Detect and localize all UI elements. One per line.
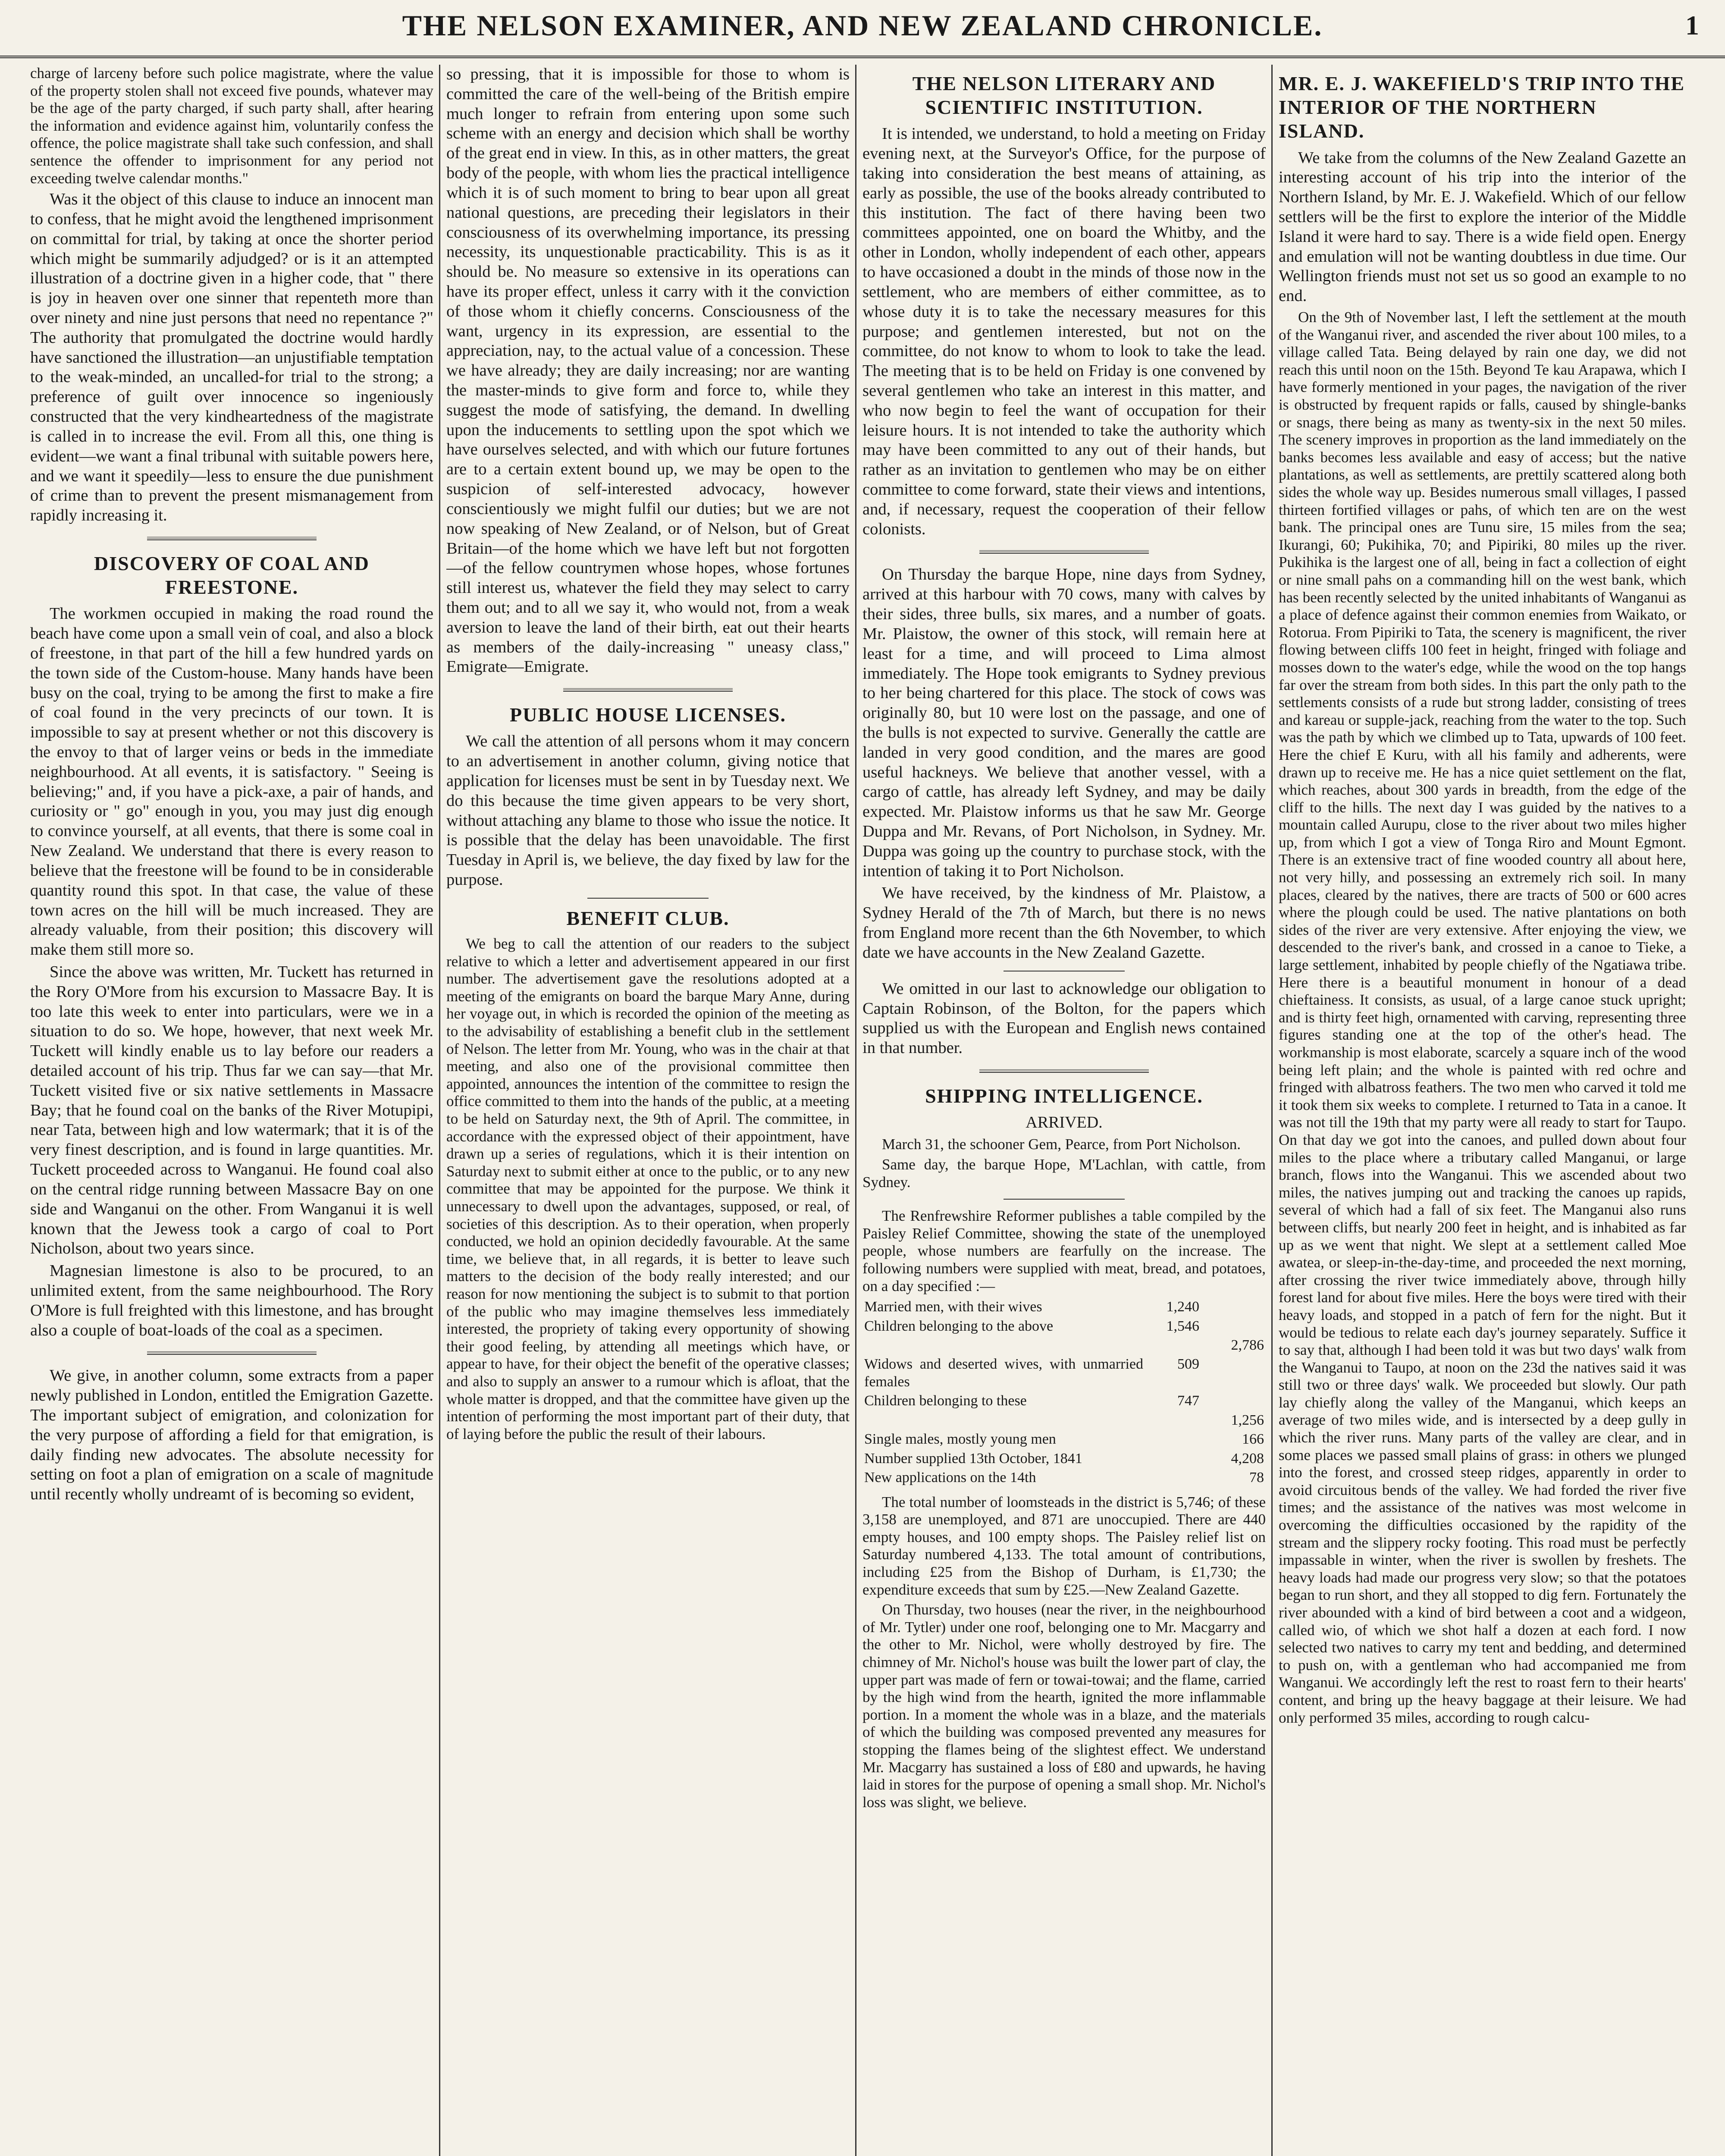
table-cell: 509: [1177, 1356, 1199, 1373]
table-row: [862, 1355, 1266, 1391]
article-heading: SHIPPING INTELLIGENCE.: [925, 1084, 1203, 1107]
section-divider: [1004, 1199, 1125, 1200]
article-paragraph: Magnesian limestone is also to be procured, to an unlimited extent, from the same neighbourhood. The Rory O'More is full freighted with this limestone, and has brought also a couple of boat-loads of the coal as a specimen.: [30, 1262, 433, 1339]
article-paragraph: The total number of loomsteads in the district is 5,746; of these 3,158 are unemployed, and 871 are unoccupied. There are 440 empty houses, and 100 empty shops. The Paisley relief list on Saturday numbered 4,133. The total amount of contributions, including £25 from the Bishop of Durham, is £1,730; the expenditure exceeds that sum by £25.—New Zealand Gazette.: [862, 1493, 1266, 1598]
table-cell: 1,256: [1231, 1412, 1264, 1428]
article-paragraph: On the 9th of November last, I left the settlement at the mouth of the Wanganui river, and ascended the river about 100 miles, to a village called Tata. Being delayed by rain one day, we did not reach this until noon on the 15th. Beyond Te kau Arapawa, which I have formerly mentioned in your pages, the navigation of the river is obstructed by frequent rapids or falls, caused by shingle-banks or snags, there being as many as twenty-six in the next 50 miles. The scenery improves in proportion as the land immediately on the banks becomes less available and easy of access; but the native plantations, as well as settlements, are prettily scattered along both sides the whole way up. Besides numerous small villages, I passed thirteen fortified villages or pahs, of which ten are on the west bank. The principal ones are Tunu sire, 15 miles from the sea; Ikurangi, 60; Pukihika, 70; and Pipiriki, 80 miles up the river. Pukihika is the largest one of all, being in fact a collection of eight or nine small pahs on a commanding hill on the west bank, which has been recently selected by the united inhabitants of Wanganui as a place of defence against their common enemies from Waikato, or Rotorua. From Pipiriki to Tata, the scenery is magnificent, the river flowing between cliffs 100 feet in height, fringed with foliage and mosses down to the water's edge, while the wood on the top hangs far over the stream from both sides. In this part the only path to the settlements consists of a rude but strong ladder, consisting of trees and kareau or supple-jack, reaching from the water to the top. Such was the path by which we climbed up to Tata, upwards of 100 feet. Here the chief E Kuru, with all his family and adherents, were drawn up to receive me. He has a nice quiet settlement on the flat, which reaches, about 300 yards in breadth, from the edge of the cliff to the hills. The next day I was guided by the natives to a mountain called Aurupu, close to the river about two miles higher up, from which I got a view of Tonga Riro and Mount Egmont. There is an extensive tract of fine wooded country all about here, not very hilly, and possessing an extremely rich soil. In many places, cleared by the natives, there are tracts of 500 or 600 acres where the plough could be used. The native plantations on both sides of the river are very extensive. After enjoying the view, we descended to the river's bank, and crossed in a canoe to Tieke, a large settlement, inhabited by people chiefly of the Ngatiawa tribe. Here there is a beautiful monument in honour of a dead chieftainess. It consists, as usual, of a large canoe stuck upright; and is thirty feet high, ornamented with carving, representing three figures standing one at the top of the other's head. The workmanship is most elaborate, scarcely a square inch of the wood being left plain; and the whole is painted with red ochre and fringed with albatross feathers. The two men who carved it told me it took them six weeks to complete. I returned to Tata in a canoe. It was not till the 19th that my party were all ready to start for Taupo. On that day we got into the canoes, and pulled down about four miles to the place where a tributary called Manganui, or large branch, flows into the Wanganui. This we ascended about two miles, the natives jumping out and tracking the canoes up rapids, several of which had a fall of six feet. The Manganui also runs between cliffs, but nearly 200 feet in height, and is inhabited as far up as we went that night. We slept at a settlement called Moe awatea, or sleep-in-the-day-time, and proceeded the next morning, after crossing the river twice immediately above, through hilly forest land for about five miles. Here the boys were tired with their heavy loads, and stopped in a patch of fern for the night. But it would be tedious to relate each day's journey separately. Suffice it to say that, although I had been told it was but two days' walk from the Wanganui to Taupo, at noon on the 23d the natives said it was still two or three days' walk. We proceeded but slowly. Our path lay chiefly along the valley of the Manganui, which keeps an average of two miles wide, and is intersected by a deep gully in which the river runs. Many parts of the valley are clear, and in some places we passed small plains of grass: in others we plunged into the forest, and crossed steep ridges, apparently in order to avoid circuitous bends of the valley. We had forded the river five times; and the assistance of the natives was most welcome in overcoming the difficulties occasioned by the rapidity of the stream and the slippery rocky footing. This road must be perfectly impassable in winter, when the river is swollen by freshets. The heavy loads had made our progress very slow; so that the potatoes began to run short, and they all stopped to dig fern. Fortunately the river abounded with a kind of bird between a coot and a widgeon, called wio, of which we shot half a dozen at each ford. I now selected two natives to carry my tent and bedding, and determined to push on, with a gentleman who had accompanied me from Wanganui. We accordingly left the rest to roast fern to their hearts' content, and bring up the heavy baggage at their leisure. We had only performed 35 miles, according to rough calcu-: [1279, 309, 1686, 1726]
table-cell: 1,546: [1166, 1318, 1199, 1334]
article-paragraph: We take from the columns of the New Zealand Gazette an interesting account of his trip into the interior of the Northern Island, by Mr. E. J. Wakefield. Which of our fellow settlers will be the first to explore the interior of the Middle Island it were hard to say. There is a wide field open. Energy and emulation will not be wanting doubtless in due time. Our Wellington friends must not set us so good an example to no end.: [1279, 148, 1686, 305]
table-cell: [1201, 1355, 1266, 1391]
article-paragraph: We call the attention of all persons whom it may concern to an advertisement in another column, giving notice that application for licenses must be sent in by Tuesday next. We do this because the time given appears to be very short, without attaching any blame to those who issue the notice. It is possible that the delay has been unavoidable. The first Tuesday in April is, we believe, the day fixed by law for the purpose.: [446, 732, 850, 889]
table-cell: 2,786: [1231, 1337, 1264, 1353]
article-paragraph: On Thursday the barque Hope, nine days from Sydney, arrived at this harbour with 70 cows, many with calves by their sides, three bulls, six mares, and a number of goats. Mr. Plaistow, the owner of this stock, will remain here at least for a time, and will proceed to Lima almost immediately. The Hope took emigrants to Sydney previous to her being chartered for this place. The stock of cows was originally 80, but 10 were lost on the passage, and one of the bulls is not expected to survive. Generally the cattle are landed in very good condition, and the mares are good useful hackneys. We believe that another vessel, with a cargo of cattle, has already left Sydney, and may be daily expected. Mr. Plaistow informs us that he saw Mr. George Duppa and Mr. Revans, of Port Nicholson, in Sydney. Mr. Duppa was going up the country to purchase stock, with the intention of taking it to Port Nicholson.: [862, 565, 1266, 880]
table-cell: [1145, 1430, 1201, 1449]
table-row: [862, 1430, 1266, 1449]
article-heading: BENEFIT CLUB.: [566, 907, 730, 929]
article-paragraph: The Renfrewshire Reformer publishes a table compiled by the Paisley Relief Committee, showing the state of the unemployed people, whose numbers are fearfully on the increase. The following numbers were supplied with meat, bread, and potatoes, on a day specified :—: [862, 1207, 1266, 1294]
table-row: [862, 1391, 1266, 1410]
section-divider: [563, 688, 733, 692]
column-rule: [855, 65, 856, 2156]
table-cell: [1145, 1449, 1201, 1468]
article-paragraph: so pressing, that it is impossible for those to whom is committed the care of the well-being of the British empire much longer to refrain from entering upon some such scheme with an energy and decision which shall be worthy of the great end in view. In this, as in other matters, the great body of the people, with whom lies the practical intelligence which it is of such moment to bring to bear upon all great national questions, are preceding their legislators in their consciousness of its overwhelming importance, its pressing necessity, its unquestionable practicability. This is as it should be. No measure so extensive in its operations can have its proper effect, unless it carry with it the conviction of those whom it chiefly concerns. Consciousness of the want, urgency in its expression, are essential to the appreciation, nay, to the actual value of a concession. These we have already; they are daily increasing; nor are wanting the master-minds to give form and force to, while they suggest the mode of satisfying, the demand. In dwelling upon the inducements to settling upon the spot which we have ourselves selected, and with which our future fortunes are to a certain extent bound up, we may be open to the suspicion of self-interested advocacy, however conscientiously we might fulfil our duties; but we are not now speaking of New Zealand, or of Nelson, but of Great Britain—of the home which we have left but not forgotten—of the fellow countrymen whose hopes, whose fortunes still interest us, whatever the field they may select to carry them out; and to all we say it, who would not, from a weak aversion to leave the land of their birth, eat out their hearts as members of the daily-increasing " uneasy class," Emigrate—Emigrate.: [446, 65, 850, 676]
section-subheading: ARRIVED.: [1026, 1113, 1103, 1132]
article-paragraph: Since the above was written, Mr. Tuckett has returned in the Rory O'More from his excursion to Massacre Bay. It is too late this week to enter into particulars, were we in a situation to do so. We hope, however, that next week Mr. Tuckett will kindly enable us to lay before our readers a detailed account of his trip. Thus far we can say—that Mr. Tuckett visited five or six native settlements in Massacre Bay; that he found coal on the banks of the River Motupipi, near Tata, between high and low watermark; that it is of the very finest description, and is found in large quantities. Mr. Tuckett proceeded across to Wanganui. He found coal also on the central ridge running between Massacre Bay on one side and Wanganui on the other. From Wanganui it is well known that the Jewess took a cargo of coal to Port Nicholson, about two years since.: [30, 962, 433, 1258]
article-paragraph: We have received, by the kindness of Mr. Plaistow, a Sydney Herald of the 7th of March, but there is no news from England more recent than the 6th November, to which date we have accounts in the New Zealand Gazette.: [862, 884, 1266, 962]
column-3: [862, 65, 1266, 2156]
table-cell: 166: [1242, 1431, 1264, 1448]
newspaper-title: THE NELSON EXAMINER, AND NEW ZEALAND CHRONICLE.: [402, 9, 1323, 42]
table-cell: Children belonging to these: [864, 1393, 1027, 1409]
section-divider: [147, 537, 317, 540]
article-paragraph: The workmen occupied in making the road round the beach have come upon a small vein of coal, and also a block of freestone, in that part of the hill a few hundred yards on the town side of the Custom-house. Many hands have been busy on the coal, trying to be among the first to make a fire of coal found in the very precincts of our town. It is impossible to say at present whether or not this discovery is the envoy to that of larger veins or beds in the immediate neighbourhood. At all events, it is satisfactory. " Seeing is believing;" and, if you have a pick-axe, a pair of hands, and curiosity or " go" enough in you, you may just dig enough to convince yourself, at all events, that there is some coal in New Zealand. We understand that there is every reason to believe that the freestone will be found to be in considerable quantity round this spot. In that case, the value of these town acres on the hill will be much increased. They are already valuable, from their position; this discovery will make them still more so.: [30, 605, 433, 959]
table-cell: New applications on the 14th: [864, 1470, 1036, 1486]
table-cell: [862, 1336, 1145, 1355]
article-paragraph: March 31, the schooner Gem, Pearce, from Port Nicholson.: [882, 1136, 1241, 1153]
article-heading: PUBLIC HOUSE LICENSES.: [510, 704, 786, 726]
article-paragraph: On Thursday, two houses (near the river, in the neighbourhood of Mr. Tytler) under one roof, belonging one to Mr. Macgarry and the other to Mr. Nichol, were wholly destroyed by fire. The chimney of Mr. Nichol's house was built the lower part of clay, the upper part was made of fern or towai-towai; and the flame, carried by the high wind from the hearth, ignited the more inflammable portion. In a moment the whole was in a blaze, and the materials of which the building was composed prevented any measures for stopping the flames being of the slightest effect. We understand Mr. Macgarry has sustained a loss of £80 and upwards, he having laid in stores for the purpose of opening a small shop. Mr. Nichol's loss was slight, we believe.: [862, 1601, 1266, 1811]
table-cell: [1201, 1391, 1266, 1410]
article-paragraph: charge of larceny before such police magistrate, where the value of the property stolen shall not exceed five pounds, whatever may be the age of the party charged, if such party shall, after hearing the information and evidence against him, voluntarily confess the offence, the police magistrate shall take such confession, and shall sentence the offender to imprisonment for any period not exceeding twelve calendar months.": [30, 65, 433, 187]
table-cell: Children belonging to the above: [864, 1318, 1054, 1334]
section-divider: [147, 1351, 317, 1355]
article-paragraph: It is intended, we understand, to hold a meeting on Friday evening next, at the Surveyor's Office, for the purpose of taking into consideration the best means of attaining, as early as possible, the use of the books already contributed to this institution. The fact of there having been two committees appointed, one on board the Whitby, and the other in London, wholly independent of each other, appears to have occasioned a doubt in the minds of those now in the settlement, who are members of either committee, as to whose duty it is to take the necessary measures for this purpose; and gentlemen interested, but not on the committee, do not know to whom to look to take the lead. The meeting that is to be held on Friday is one convened by several gentlemen who take an interest in this matter, and who now begin to feel the want of occupation for their leisure hours. It is not intended to take the authority which may have been committed to any out of their hands, but rather as an invitation to gentlemen who may be on either committee to come forward, state their views and intentions, and, if necessary, request the cooperation of their fellow colonists.: [862, 125, 1266, 538]
article-heading: THE NELSON LITERARY AND SCIENTIFIC INSTITUTION.: [912, 72, 1216, 119]
page-number: 1: [1685, 10, 1699, 41]
table-row: [862, 1449, 1266, 1468]
article-heading: DISCOVERY OF COAL AND FREESTONE.: [94, 552, 370, 599]
section-divider: [587, 898, 709, 899]
table-row: [862, 1317, 1266, 1336]
relief-table: [862, 1297, 1266, 1488]
table-cell: Number supplied 13th October, 1841: [864, 1450, 1082, 1467]
table-cell: [1201, 1317, 1266, 1336]
table-row: [862, 1411, 1266, 1430]
column-rule: [439, 65, 440, 2156]
article-heading: MR. E. J. WAKEFIELD'S TRIP INTO THE INTERIOR OF THE NORTHERN ISLAND.: [1279, 72, 1685, 142]
section-divider: [979, 1069, 1149, 1073]
table-cell: [862, 1411, 1145, 1430]
article-paragraph: We omitted in our last to acknowledge our obligation to Captain Robinson, of the Bolton, for the papers which supplied us with the European and English news contained in that number.: [862, 979, 1266, 1057]
column-rule: [1271, 65, 1273, 2156]
masthead: [0, 0, 1725, 58]
article-paragraph: Was it the object of this clause to induce an innocent man to confess, that he might avoid the lengthened imprisonment on committal for trial, by taking at once the shorter period which might be summarily adjudged? or is it an attempted illustration of a doctrine given in a higher code, that " there is joy in heaven over one sinner that repenteth more than over ninety and nine just persons that need no repentance ?" The authority that promulgated the doctrine would hardly have sanctioned the illustration—an unjustifiable temptation to the weak-minded, an uncalled-for trial to the strong; a preference of guilt over innocence so ingeniously constructed that the very kindheartedness of the magistrate is called in to increase the evil. From all this, one thing is evident—we want a final tribunal with suitable powers here, and we want it speedily—less to ensure the due punishment of crime than to prevent the present mismanagement from rapidly increasing it.: [30, 190, 433, 525]
column-1: [30, 65, 433, 2156]
table-cell: Married men, with their wives: [864, 1299, 1042, 1315]
column-4: [1279, 65, 1686, 2156]
table-cell: [1145, 1468, 1201, 1487]
table-cell: Single males, mostly young men: [864, 1431, 1056, 1448]
table-cell: Widows and deserted wives, with unmarried females: [864, 1356, 1143, 1390]
table-cell: [1145, 1411, 1201, 1430]
table-cell: [1145, 1336, 1201, 1355]
table-cell: 4,208: [1231, 1450, 1264, 1467]
table-cell: 78: [1249, 1470, 1264, 1486]
section-divider: [979, 550, 1149, 554]
table-row: [862, 1468, 1266, 1487]
table-row: [862, 1336, 1266, 1355]
table-cell: 1,240: [1166, 1299, 1199, 1315]
article-paragraph: We beg to call the attention of our readers to the subject relative to which a letter and advertisement appeared in our first number. The advertisement gave the resolutions adopted at a meeting of the emigrants on board the barque Mary Anne, during her voyage out, in which is recorded the opinion of the meeting as to the advisability of establishing a benefit club in the settlement of Nelson. The letter from Mr. Young, who was in the chair at that meeting, and also one of the provisional committee then appointed, announces the intention of the committee to resign the office committed to them into the hands of the public, at a meeting to be held on Saturday next, the 9th of April. The committee, in accordance with the expressed object of their appointment, have drawn up a series of regulations, which it is their intention on Saturday next to submit either at once to the public, or to any new committee that may be appointed for the purpose. We think it unnecessary to dwell upon the advantages, supposed, or real, of societies of this description. As to their operation, when properly conducted, we hold an opinion decidedly favourable. At the same time, we believe that, in all regards, it is better to leave such matters to the decision of the body really interested; and our reason for now mentioning the subject is to submit to that portion of the public who may imagine themselves less immediately interested, the propriety of taking every opportunity of showing their good feeling, by attending all meetings which have, or appear to have, for their object the benefit of the operative classes; and also to supply an answer to a rumour which is afloat, that the whole matter is dropped, and that the committee have given up the intention of performing the most important part of their duty, that of laying before the public the result of their labours.: [446, 935, 850, 1442]
table-cell: 747: [1177, 1393, 1199, 1409]
article-paragraph: Same day, the barque Hope, M'Lachlan, with cattle, from Sydney.: [862, 1156, 1266, 1191]
table-cell: [1201, 1297, 1266, 1316]
column-2: [446, 65, 850, 2156]
table-row: [862, 1297, 1266, 1316]
article-paragraph: We give, in another column, some extracts from a paper newly published in London, entitled the Emigration Gazette. The important subject of emigration, and colonization for the very purpose of affording a field for that emigration, is daily finding new advocates. The absolute necessity for setting on foot a plan of emigration on a scale of magnitude until recently wholly undreamt of is becoming so evident,: [30, 1366, 433, 1504]
